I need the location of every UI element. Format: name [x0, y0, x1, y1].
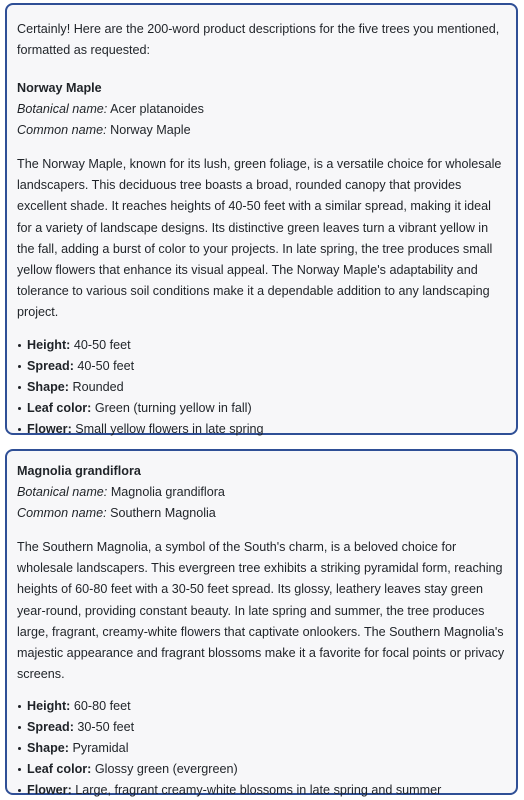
- common-name-value: Southern Magnolia: [110, 506, 216, 520]
- botanical-name-value: Magnolia grandiflora: [110, 485, 225, 499]
- spec-spread: [17, 717, 506, 738]
- tree-card-norway-maple: [5, 3, 518, 435]
- spec-height: [17, 696, 506, 717]
- spec-label: Leaf color:: [27, 762, 92, 777]
- common-name-row: [17, 503, 506, 524]
- spec-value: Pyramidal: [72, 741, 129, 756]
- tree-description: The Southern Magnolia, a symbol of the South's charm, is a beloved choice for wholesale landscapers. This evergreen tree exhibits a striking pyramidal form, reaching heights of 60-80 feet with a 30-50 feet spread. Its glossy, leathery leaves stay green year-round, providing constant beauty. In late spring and summer, the tree produces large, fragrant, creamy-white flowers that captivate onlookers. The Southern Magnolia's majestic appearance and fragrant blossoms make it a favorite for focal points or privacy screens.: [17, 540, 505, 682]
- spec-shape: [17, 738, 506, 759]
- spec-label: Spread:: [27, 720, 74, 735]
- spec-flower: [17, 780, 506, 800]
- spec-label: Flower:: [27, 421, 72, 436]
- spec-value: Small yellow flowers in late spring: [75, 421, 264, 436]
- botanical-name-row: [17, 482, 506, 503]
- spec-list: [17, 696, 506, 800]
- botanical-name-label: Botanical name:: [17, 102, 108, 116]
- spec-value: Glossy green (evergreen): [94, 762, 238, 777]
- spec-label: Spread:: [27, 358, 74, 373]
- botanical-name-value: Acer platanoides: [110, 102, 204, 116]
- spec-value: Rounded: [72, 379, 124, 394]
- tree-description: The Norway Maple, known for its lush, green foliage, is a versatile choice for wholesale landscapers. This deciduous tree boasts a broad, rounded canopy that provides excellent shade. It reaches heights of 40-50 feet with a similar spread, making it ideal for a variety of landscape designs. Its distinctive green leaves turn a vibrant yellow in the fall, adding a burst of color to your projects. In late spring, the tree produces small yellow flowers that enhance its visual appeal. The Norway Maple's adaptability and tolerance to various soil conditions make it a dependable addition to any landscaping project.: [17, 157, 502, 320]
- spec-flower: [17, 419, 506, 440]
- spec-leaf-color: [17, 759, 506, 780]
- spec-value: 40-50 feet: [77, 358, 135, 373]
- spec-label: Shape:: [27, 741, 69, 756]
- spec-list: [17, 335, 506, 440]
- spec-leaf-color: [17, 398, 506, 419]
- spec-shape: [17, 377, 506, 398]
- tree-title: Norway Maple: [17, 81, 102, 95]
- spec-label: Shape:: [27, 379, 69, 394]
- tree-title: Magnolia grandiflora: [17, 464, 141, 478]
- common-name-label: Common name:: [17, 506, 107, 520]
- botanical-name-label: Botanical name:: [17, 485, 108, 499]
- tree-card-magnolia: [5, 449, 518, 798]
- spec-value: 60-80 feet: [73, 699, 131, 714]
- spec-value: Green (turning yellow in fall): [94, 400, 252, 415]
- spec-label: Leaf color:: [27, 400, 92, 415]
- spec-value: 40-50 feet: [73, 337, 131, 352]
- common-name-row: [17, 120, 506, 141]
- spec-value: Large, fragrant creamy-white blossoms in late spring and summer: [75, 783, 442, 798]
- common-name-value: Norway Maple: [110, 123, 191, 137]
- spec-label: Height:: [27, 337, 71, 352]
- spec-label: Height:: [27, 699, 71, 714]
- spec-spread: [17, 356, 506, 377]
- spec-value: 30-50 feet: [77, 720, 135, 735]
- common-name-label: Common name:: [17, 123, 107, 137]
- spec-label: Flower:: [27, 783, 72, 798]
- spec-height: [17, 335, 506, 356]
- botanical-name-row: [17, 99, 506, 120]
- intro-text: Certainly! Here are the 200-word product descriptions for the five trees you mentioned, formatted as requested:: [17, 22, 500, 57]
